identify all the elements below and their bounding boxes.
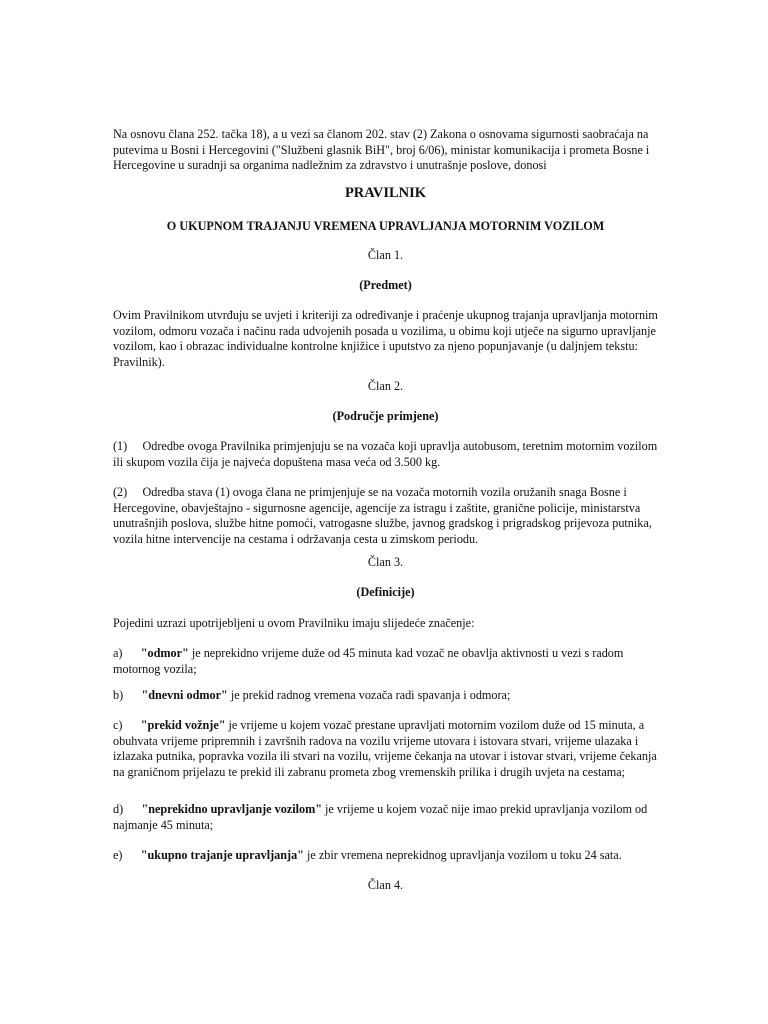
clan3-heading: Član 3.: [367, 555, 404, 569]
paragraph-text: Odredbe ovoga Pravilnika primjenjuju se na vozača koji upravlja autobusom, teretnim motornim vozilom ili skupom vozila čija je najveća dopuštena masa veća od 3.500 kg.: [113, 439, 658, 469]
definition-item-c: [113, 718, 658, 780]
item-label: e): [113, 848, 123, 862]
definition-item-b: [113, 688, 658, 704]
item-term: "odmor": [140, 646, 189, 660]
item-text: je neprekidno vrijeme duže od 45 minuta kad vozač ne obavlja aktivnosti u vezi s radom motornog vozila;: [113, 646, 624, 676]
clan1-heading: Član 1.: [367, 248, 404, 262]
clan2-paragraph-1: [113, 439, 658, 470]
paragraph-label: (1): [113, 439, 128, 453]
definition-item-e: [113, 848, 658, 864]
clan3-subheading: (Definicije): [356, 585, 415, 599]
clan3-intro: Pojedini uzrazi upotrijebljeni u ovom Pravilniku imaju slijedeće značenje:: [113, 616, 475, 630]
item-term: "ukupno trajanje upravljanja": [140, 848, 304, 862]
clan1-subheading: (Predmet): [359, 278, 412, 292]
clan2-heading: Član 2.: [367, 379, 404, 393]
definition-item-a: [113, 646, 658, 677]
definition-item-d: [113, 802, 658, 833]
item-label: c): [113, 718, 123, 732]
item-text: je vrijeme u kojem vozač prestane upravljati motornim vozilom duže od 15 minuta, a obuhvata vrijeme pripremnih i završnih radova na vozilu vrijeme utovara i istovara stvari, vrijeme ulazaka i izlazaka putnika, popravka vozila ili stvari na vozilu, vrijeme čekanja na utovar i istovar stvari, vrijeme čekanja na graničnom prijelazu te prekid ili zabranu prometa zbog vremenskih prilika i drugih uvjeta na cestama;: [113, 718, 657, 779]
item-term: "dnevni odmor": [141, 688, 228, 702]
item-label: a): [113, 646, 123, 660]
paragraph-label: (2): [113, 485, 128, 499]
item-term: "neprekidno upravljanje vozilom": [141, 802, 322, 816]
intro-paragraph: Na osnovu člana 252. tačka 18), a u vezi sa članom 202. stav (2) Zakona o osnovama sigurnosti saobraćaja na putevima u Bosni i Hercegovini ("Službeni glasnik BiH", broj 6/06), ministar komunikacija i prometa Bosne i Hercegovine u suradnji sa organima nadležnim za zdravstvo i unutrašnje poslove, donosi: [113, 127, 650, 173]
clan2-paragraph-2: [113, 485, 658, 547]
clan4-heading: Član 4.: [367, 878, 404, 892]
item-text: je prekid radnog vremena vozača radi spavanja i odmora;: [227, 688, 511, 702]
document-subtitle: O UKUPNOM TRAJANJU VREMENA UPRAVLJANJA MOTORNIM VOZILOM: [166, 219, 605, 233]
item-text: je vrijeme u kojem vozač nije imao prekid upravljanja vozilom od najmanje 45 minuta;: [113, 802, 648, 832]
item-term: "prekid vožnje": [140, 718, 226, 732]
item-text: je zbir vremena neprekidnog upravljanja vozilom u toku 24 sata.: [303, 848, 622, 862]
item-label: b): [113, 688, 124, 702]
document-title: PRAVILNIK: [344, 185, 427, 201]
paragraph-text: Odredba stava (1) ovoga člana ne primjenjuje se na vozača motornih vozila oružanih snaga Bosne i Hercegovine, obavještajno - sigurnosne agencije, agencije za istragu i zaštite, granične policije, ministarstva unutrašnjih poslova, službe hitne pomoći, vatrogasne službe, javnog gradskog i prigradskog prijevoza putnika, vozila hitne intervencije na cestama i održavanja cesta u zimskom periodu.: [113, 485, 652, 546]
clan1-text: Ovim Pravilnikom utvrđuju se uvjeti i kriteriji za određivanje i praćenje ukupnog trajanja upravljanja motornim vozilom, odmoru vozača i načinu rada udvojenih posada u vozilima, u obimu koji utječe na sigurno upravljanje vozilom, kao i obrazac individualne kontrolne knjižice i uputstvo za njeno popunjavanje (u daljnjem tekstu: Pravilnik).: [113, 308, 658, 369]
clan2-subheading: (Područje primjene): [332, 409, 439, 423]
item-label: d): [113, 802, 124, 816]
